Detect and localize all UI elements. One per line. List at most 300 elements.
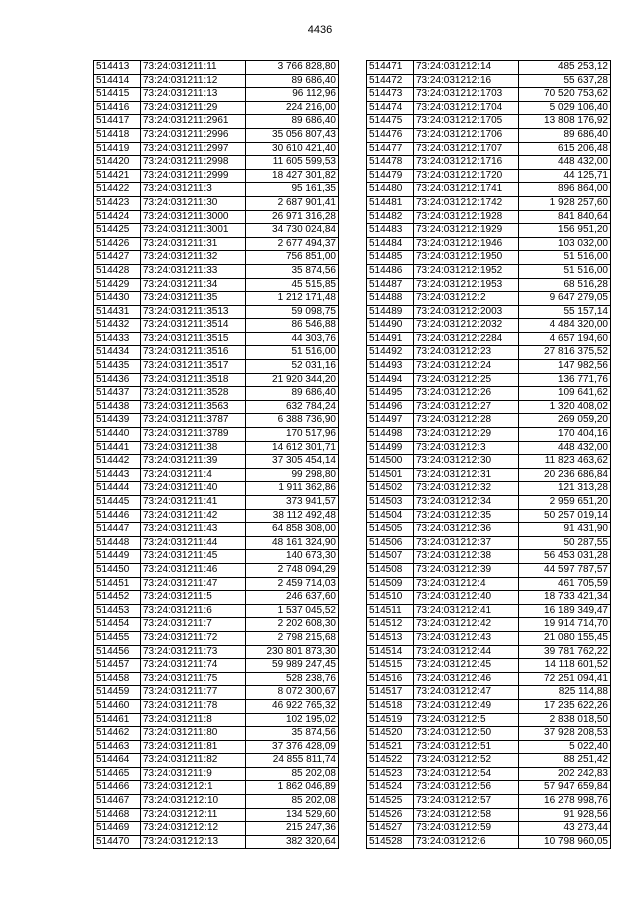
cadastral-value: 13 808 176,92 bbox=[519, 115, 611, 129]
row-number: 514468 bbox=[94, 808, 141, 822]
row-number: 514415 bbox=[94, 88, 141, 102]
cadastral-value: 1 537 045,52 bbox=[246, 604, 339, 618]
cadastral-number: 73:24:031212:27 bbox=[414, 400, 519, 414]
row-number: 514417 bbox=[94, 115, 141, 129]
table-row bbox=[94, 61, 339, 75]
cadastral-value: 8 072 300,67 bbox=[246, 686, 339, 700]
row-number: 514494 bbox=[367, 373, 414, 387]
cadastral-value: 34 730 024,84 bbox=[246, 224, 339, 238]
cadastral-value: 1 320 408,02 bbox=[519, 400, 611, 414]
cadastral-value: 89 686,40 bbox=[246, 115, 339, 129]
cadastral-number: 73:24:031211:3 bbox=[141, 183, 246, 197]
cadastral-value: 134 529,60 bbox=[246, 808, 339, 822]
cadastral-number: 73:24:031211:2997 bbox=[141, 142, 246, 156]
cadastral-value: 2 459 714,03 bbox=[246, 577, 339, 591]
table-row bbox=[367, 550, 611, 564]
row-number: 514482 bbox=[367, 210, 414, 224]
row-number: 514458 bbox=[94, 672, 141, 686]
cadastral-value: 170 404,16 bbox=[519, 428, 611, 442]
table-row bbox=[94, 563, 339, 577]
cadastral-value: 57 947 659,84 bbox=[519, 781, 611, 795]
cadastral-value: 841 840,64 bbox=[519, 210, 611, 224]
cadastral-number: 73:24:031211:30 bbox=[141, 196, 246, 210]
cadastral-number: 73:24:031212:52 bbox=[414, 754, 519, 768]
left-table bbox=[93, 60, 339, 849]
cadastral-number: 73:24:031211:9 bbox=[141, 767, 246, 781]
cadastral-number: 73:24:031211:5 bbox=[141, 591, 246, 605]
cadastral-number: 73:24:031212:41 bbox=[414, 604, 519, 618]
cadastral-number: 73:24:031211:29 bbox=[141, 101, 246, 115]
table-row bbox=[94, 346, 339, 360]
cadastral-number: 73:24:031212:1946 bbox=[414, 237, 519, 251]
table-row bbox=[94, 210, 339, 224]
row-number: 514475 bbox=[367, 115, 414, 129]
table-row bbox=[94, 659, 339, 673]
table-row bbox=[367, 591, 611, 605]
cadastral-value: 485 253,12 bbox=[519, 61, 611, 75]
table-row bbox=[94, 142, 339, 156]
table-row bbox=[94, 713, 339, 727]
table-row bbox=[94, 264, 339, 278]
table-row bbox=[94, 577, 339, 591]
row-number: 514479 bbox=[367, 169, 414, 183]
cadastral-value: 44 303,76 bbox=[246, 332, 339, 346]
cadastral-number: 73:24:031212:1706 bbox=[414, 128, 519, 142]
row-number: 514442 bbox=[94, 455, 141, 469]
table-row bbox=[367, 196, 611, 210]
table-row bbox=[367, 400, 611, 414]
cadastral-value: 136 771,76 bbox=[519, 373, 611, 387]
table-row bbox=[367, 468, 611, 482]
row-number: 514480 bbox=[367, 183, 414, 197]
cadastral-value: 2 202 608,30 bbox=[246, 618, 339, 632]
row-number: 514520 bbox=[367, 727, 414, 741]
table-row bbox=[367, 156, 611, 170]
row-number: 514419 bbox=[94, 142, 141, 156]
table-row bbox=[94, 808, 339, 822]
row-number: 514422 bbox=[94, 183, 141, 197]
cadastral-value: 89 686,40 bbox=[246, 387, 339, 401]
table-row bbox=[367, 496, 611, 510]
row-number: 514446 bbox=[94, 509, 141, 523]
cadastral-value: 202 242,83 bbox=[519, 767, 611, 781]
cadastral-value: 373 941,57 bbox=[246, 496, 339, 510]
table-row bbox=[367, 713, 611, 727]
row-number: 514447 bbox=[94, 523, 141, 537]
table-row bbox=[367, 305, 611, 319]
cadastral-value: 896 864,00 bbox=[519, 183, 611, 197]
row-number: 514469 bbox=[94, 822, 141, 836]
cadastral-value: 37 305 454,14 bbox=[246, 455, 339, 469]
cadastral-value: 4 657 194,60 bbox=[519, 332, 611, 346]
cadastral-number: 73:24:031211:31 bbox=[141, 237, 246, 251]
cadastral-number: 73:24:031211:35 bbox=[141, 292, 246, 306]
table-row bbox=[367, 808, 611, 822]
cadastral-number: 73:24:031211:8 bbox=[141, 713, 246, 727]
right-table bbox=[366, 60, 611, 849]
cadastral-number: 73:24:031211:82 bbox=[141, 754, 246, 768]
table-row bbox=[367, 672, 611, 686]
table-row bbox=[367, 346, 611, 360]
cadastral-number: 73:24:031212:1716 bbox=[414, 156, 519, 170]
row-number: 514492 bbox=[367, 346, 414, 360]
cadastral-number: 73:24:031212:2032 bbox=[414, 319, 519, 333]
cadastral-value: 14 118 601,52 bbox=[519, 659, 611, 673]
cadastral-value: 19 914 714,70 bbox=[519, 618, 611, 632]
cadastral-value: 88 251,42 bbox=[519, 754, 611, 768]
cadastral-value: 89 686,40 bbox=[519, 128, 611, 142]
cadastral-value: 246 637,60 bbox=[246, 591, 339, 605]
cadastral-number: 73:24:031211:32 bbox=[141, 251, 246, 265]
row-number: 514527 bbox=[367, 822, 414, 836]
cadastral-number: 73:24:031212:1952 bbox=[414, 264, 519, 278]
table-row bbox=[94, 441, 339, 455]
row-number: 514436 bbox=[94, 373, 141, 387]
table-row bbox=[367, 727, 611, 741]
cadastral-number: 73:24:031212:3 bbox=[414, 441, 519, 455]
cadastral-number: 73:24:031212:38 bbox=[414, 550, 519, 564]
cadastral-value: 59 098,75 bbox=[246, 305, 339, 319]
table-row bbox=[367, 292, 611, 306]
cadastral-number: 73:24:031212:1741 bbox=[414, 183, 519, 197]
cadastral-number: 73:24:031211:42 bbox=[141, 509, 246, 523]
table-row bbox=[367, 251, 611, 265]
row-number: 514449 bbox=[94, 550, 141, 564]
cadastral-value: 102 195,02 bbox=[246, 713, 339, 727]
cadastral-value: 5 022,40 bbox=[519, 740, 611, 754]
row-number: 514510 bbox=[367, 591, 414, 605]
table-row bbox=[367, 169, 611, 183]
table-row bbox=[367, 659, 611, 673]
cadastral-value: 528 238,76 bbox=[246, 672, 339, 686]
row-number: 514495 bbox=[367, 387, 414, 401]
cadastral-value: 30 610 421,40 bbox=[246, 142, 339, 156]
row-number: 514503 bbox=[367, 496, 414, 510]
table-row bbox=[367, 428, 611, 442]
cadastral-value: 109 641,62 bbox=[519, 387, 611, 401]
row-number: 514476 bbox=[367, 128, 414, 142]
cadastral-value: 51 516,00 bbox=[246, 346, 339, 360]
cadastral-value: 55 157,14 bbox=[519, 305, 611, 319]
table-row bbox=[367, 604, 611, 618]
row-number: 514462 bbox=[94, 727, 141, 741]
cadastral-number: 73:24:031212:1950 bbox=[414, 251, 519, 265]
cadastral-number: 73:24:031212:51 bbox=[414, 740, 519, 754]
cadastral-value: 461 705,59 bbox=[519, 577, 611, 591]
cadastral-number: 73:24:031212:1705 bbox=[414, 115, 519, 129]
cadastral-value: 2 748 094,29 bbox=[246, 563, 339, 577]
table-row bbox=[94, 373, 339, 387]
cadastral-number: 73:24:031212:25 bbox=[414, 373, 519, 387]
table-row bbox=[367, 754, 611, 768]
cadastral-number: 73:24:031211:40 bbox=[141, 482, 246, 496]
cadastral-value: 59 989 247,45 bbox=[246, 659, 339, 673]
cadastral-value: 91 928,56 bbox=[519, 808, 611, 822]
cadastral-value: 50 287,55 bbox=[519, 536, 611, 550]
cadastral-number: 73:24:031211:3517 bbox=[141, 360, 246, 374]
table-row bbox=[94, 468, 339, 482]
row-number: 514501 bbox=[367, 468, 414, 482]
cadastral-number: 73:24:031212:1720 bbox=[414, 169, 519, 183]
cadastral-number: 73:24:031212:2 bbox=[414, 292, 519, 306]
cadastral-number: 73:24:031212:31 bbox=[414, 468, 519, 482]
cadastral-number: 73:24:031211:3787 bbox=[141, 414, 246, 428]
cadastral-number: 73:24:031212:40 bbox=[414, 591, 519, 605]
cadastral-number: 73:24:031211:73 bbox=[141, 645, 246, 659]
cadastral-number: 73:24:031212:23 bbox=[414, 346, 519, 360]
table-row bbox=[94, 156, 339, 170]
table-row bbox=[367, 740, 611, 754]
cadastral-value: 2 838 018,50 bbox=[519, 713, 611, 727]
row-number: 514528 bbox=[367, 835, 414, 849]
row-number: 514429 bbox=[94, 278, 141, 292]
cadastral-number: 73:24:031211:3516 bbox=[141, 346, 246, 360]
cadastral-value: 52 031,16 bbox=[246, 360, 339, 374]
cadastral-number: 73:24:031212:42 bbox=[414, 618, 519, 632]
row-number: 514470 bbox=[94, 835, 141, 849]
cadastral-value: 4 484 320,00 bbox=[519, 319, 611, 333]
cadastral-number: 73:24:031211:2998 bbox=[141, 156, 246, 170]
row-number: 514515 bbox=[367, 659, 414, 673]
cadastral-number: 73:24:031212:44 bbox=[414, 645, 519, 659]
cadastral-value: 224 216,00 bbox=[246, 101, 339, 115]
cadastral-number: 73:24:031212:13 bbox=[141, 835, 246, 849]
row-number: 514459 bbox=[94, 686, 141, 700]
row-number: 514413 bbox=[94, 61, 141, 75]
cadastral-number: 73:24:031211:43 bbox=[141, 523, 246, 537]
cadastral-number: 73:24:031212:57 bbox=[414, 795, 519, 809]
cadastral-value: 37 376 428,09 bbox=[246, 740, 339, 754]
cadastral-value: 85 202,08 bbox=[246, 767, 339, 781]
cadastral-number: 73:24:031211:3518 bbox=[141, 373, 246, 387]
table-row bbox=[367, 835, 611, 849]
table-row bbox=[94, 251, 339, 265]
cadastral-value: 44 125,71 bbox=[519, 169, 611, 183]
cadastral-value: 24 855 811,74 bbox=[246, 754, 339, 768]
cadastral-number: 73:24:031212:10 bbox=[141, 795, 246, 809]
table-row bbox=[94, 115, 339, 129]
cadastral-value: 51 516,00 bbox=[519, 264, 611, 278]
row-number: 514477 bbox=[367, 142, 414, 156]
table-row bbox=[367, 523, 611, 537]
row-number: 514421 bbox=[94, 169, 141, 183]
page-number: 4436 bbox=[307, 24, 333, 36]
table-row bbox=[94, 428, 339, 442]
row-number: 514466 bbox=[94, 781, 141, 795]
cadastral-number: 73:24:031212:37 bbox=[414, 536, 519, 550]
table-row bbox=[367, 61, 611, 75]
row-number: 514437 bbox=[94, 387, 141, 401]
cadastral-number: 73:24:031211:74 bbox=[141, 659, 246, 673]
cadastral-number: 73:24:031211:77 bbox=[141, 686, 246, 700]
cadastral-number: 73:24:031212:24 bbox=[414, 360, 519, 374]
cadastral-number: 73:24:031212:36 bbox=[414, 523, 519, 537]
table-row bbox=[367, 101, 611, 115]
cadastral-number: 73:24:031211:78 bbox=[141, 699, 246, 713]
cadastral-value: 103 032,00 bbox=[519, 237, 611, 251]
row-number: 514483 bbox=[367, 224, 414, 238]
table-row bbox=[367, 115, 611, 129]
table-row bbox=[94, 523, 339, 537]
cadastral-number: 73:24:031212:14 bbox=[414, 61, 519, 75]
table-row bbox=[367, 373, 611, 387]
cadastral-value: 91 431,90 bbox=[519, 523, 611, 537]
cadastral-number: 73:24:031212:1929 bbox=[414, 224, 519, 238]
row-number: 514525 bbox=[367, 795, 414, 809]
table-row bbox=[367, 332, 611, 346]
table-row bbox=[94, 128, 339, 142]
cadastral-number: 73:24:031212:58 bbox=[414, 808, 519, 822]
table-row bbox=[367, 767, 611, 781]
row-number: 514460 bbox=[94, 699, 141, 713]
cadastral-value: 18 427 301,82 bbox=[246, 169, 339, 183]
cadastral-value: 230 801 873,30 bbox=[246, 645, 339, 659]
table-row bbox=[367, 183, 611, 197]
cadastral-value: 3 766 828,80 bbox=[246, 61, 339, 75]
table-row bbox=[94, 618, 339, 632]
row-number: 514491 bbox=[367, 332, 414, 346]
table-row bbox=[94, 414, 339, 428]
row-number: 514455 bbox=[94, 631, 141, 645]
cadastral-number: 73:24:031212:1953 bbox=[414, 278, 519, 292]
cadastral-value: 37 928 208,53 bbox=[519, 727, 611, 741]
cadastral-value: 121 313,28 bbox=[519, 482, 611, 496]
cadastral-value: 2 677 494,37 bbox=[246, 237, 339, 251]
row-number: 514443 bbox=[94, 468, 141, 482]
row-number: 514517 bbox=[367, 686, 414, 700]
row-number: 514451 bbox=[94, 577, 141, 591]
table-row bbox=[367, 278, 611, 292]
table-row bbox=[367, 455, 611, 469]
row-number: 514493 bbox=[367, 360, 414, 374]
table-row bbox=[367, 618, 611, 632]
cadastral-value: 11 823 463,62 bbox=[519, 455, 611, 469]
table-row bbox=[94, 754, 339, 768]
cadastral-value: 95 161,35 bbox=[246, 183, 339, 197]
cadastral-number: 73:24:031212:29 bbox=[414, 428, 519, 442]
table-row bbox=[94, 224, 339, 238]
table-row bbox=[367, 645, 611, 659]
row-number: 514461 bbox=[94, 713, 141, 727]
cadastral-number: 73:24:031211:3513 bbox=[141, 305, 246, 319]
cadastral-number: 73:24:031212:1928 bbox=[414, 210, 519, 224]
cadastral-value: 140 673,30 bbox=[246, 550, 339, 564]
row-number: 514498 bbox=[367, 428, 414, 442]
row-number: 514430 bbox=[94, 292, 141, 306]
cadastral-number: 73:24:031212:11 bbox=[141, 808, 246, 822]
table-row bbox=[94, 509, 339, 523]
table-row bbox=[94, 74, 339, 88]
cadastral-number: 73:24:031212:16 bbox=[414, 74, 519, 88]
table-row bbox=[94, 496, 339, 510]
cadastral-value: 86 546,88 bbox=[246, 319, 339, 333]
row-number: 514509 bbox=[367, 577, 414, 591]
table-row bbox=[367, 360, 611, 374]
cadastral-value: 43 273,44 bbox=[519, 822, 611, 836]
row-number: 514499 bbox=[367, 441, 414, 455]
cadastral-value: 2 687 901,41 bbox=[246, 196, 339, 210]
cadastral-number: 73:24:031211:75 bbox=[141, 672, 246, 686]
table-row bbox=[367, 441, 611, 455]
table-row bbox=[94, 88, 339, 102]
cadastral-value: 55 637,28 bbox=[519, 74, 611, 88]
cadastral-number: 73:24:031212:46 bbox=[414, 672, 519, 686]
table-row bbox=[367, 795, 611, 809]
cadastral-value: 35 874,56 bbox=[246, 264, 339, 278]
row-number: 514508 bbox=[367, 563, 414, 577]
table-row bbox=[94, 183, 339, 197]
row-number: 514420 bbox=[94, 156, 141, 170]
cadastral-number: 73:24:031211:13 bbox=[141, 88, 246, 102]
row-number: 514486 bbox=[367, 264, 414, 278]
cadastral-value: 215 247,36 bbox=[246, 822, 339, 836]
row-number: 514453 bbox=[94, 604, 141, 618]
row-number: 514427 bbox=[94, 251, 141, 265]
row-number: 514448 bbox=[94, 536, 141, 550]
row-number: 514465 bbox=[94, 767, 141, 781]
cadastral-number: 73:24:031212:1704 bbox=[414, 101, 519, 115]
row-number: 514424 bbox=[94, 210, 141, 224]
cadastral-value: 14 612 301,71 bbox=[246, 441, 339, 455]
row-number: 514467 bbox=[94, 795, 141, 809]
row-number: 514426 bbox=[94, 237, 141, 251]
table-row bbox=[94, 672, 339, 686]
cadastral-number: 73:24:031211:46 bbox=[141, 563, 246, 577]
cadastral-number: 73:24:031212:12 bbox=[141, 822, 246, 836]
row-number: 514490 bbox=[367, 319, 414, 333]
cadastral-value: 21 080 155,45 bbox=[519, 631, 611, 645]
table-row bbox=[94, 169, 339, 183]
row-number: 514488 bbox=[367, 292, 414, 306]
cadastral-number: 73:24:031212:39 bbox=[414, 563, 519, 577]
cadastral-value: 1 862 046,89 bbox=[246, 781, 339, 795]
cadastral-value: 27 816 375,52 bbox=[519, 346, 611, 360]
table-row bbox=[367, 88, 611, 102]
cadastral-value: 448 432,00 bbox=[519, 156, 611, 170]
cadastral-value: 2 959 651,20 bbox=[519, 496, 611, 510]
table-row bbox=[367, 699, 611, 713]
row-number: 514521 bbox=[367, 740, 414, 754]
cadastral-number: 73:24:031211:81 bbox=[141, 740, 246, 754]
row-number: 514478 bbox=[367, 156, 414, 170]
cadastral-value: 382 320,64 bbox=[246, 835, 339, 849]
cadastral-number: 73:24:031212:54 bbox=[414, 767, 519, 781]
cadastral-number: 73:24:031211:7 bbox=[141, 618, 246, 632]
cadastral-number: 73:24:031211:3563 bbox=[141, 400, 246, 414]
table-row bbox=[367, 128, 611, 142]
row-number: 514441 bbox=[94, 441, 141, 455]
cadastral-value: 50 257 019,14 bbox=[519, 509, 611, 523]
cadastral-number: 73:24:031212:45 bbox=[414, 659, 519, 673]
cadastral-value: 17 235 622,26 bbox=[519, 699, 611, 713]
cadastral-number: 73:24:031212:49 bbox=[414, 699, 519, 713]
cadastral-value: 39 781 762,22 bbox=[519, 645, 611, 659]
cadastral-number: 73:24:031212:26 bbox=[414, 387, 519, 401]
table-row bbox=[367, 142, 611, 156]
cadastral-value: 48 161 324,90 bbox=[246, 536, 339, 550]
table-row bbox=[367, 631, 611, 645]
cadastral-number: 73:24:031211:3789 bbox=[141, 428, 246, 442]
row-number: 514523 bbox=[367, 767, 414, 781]
row-number: 514414 bbox=[94, 74, 141, 88]
cadastral-value: 20 236 686,84 bbox=[519, 468, 611, 482]
row-number: 514514 bbox=[367, 645, 414, 659]
row-number: 514504 bbox=[367, 509, 414, 523]
table-row bbox=[367, 781, 611, 795]
cadastral-value: 11 605 599,53 bbox=[246, 156, 339, 170]
cadastral-value: 35 874,56 bbox=[246, 727, 339, 741]
table-row bbox=[367, 482, 611, 496]
